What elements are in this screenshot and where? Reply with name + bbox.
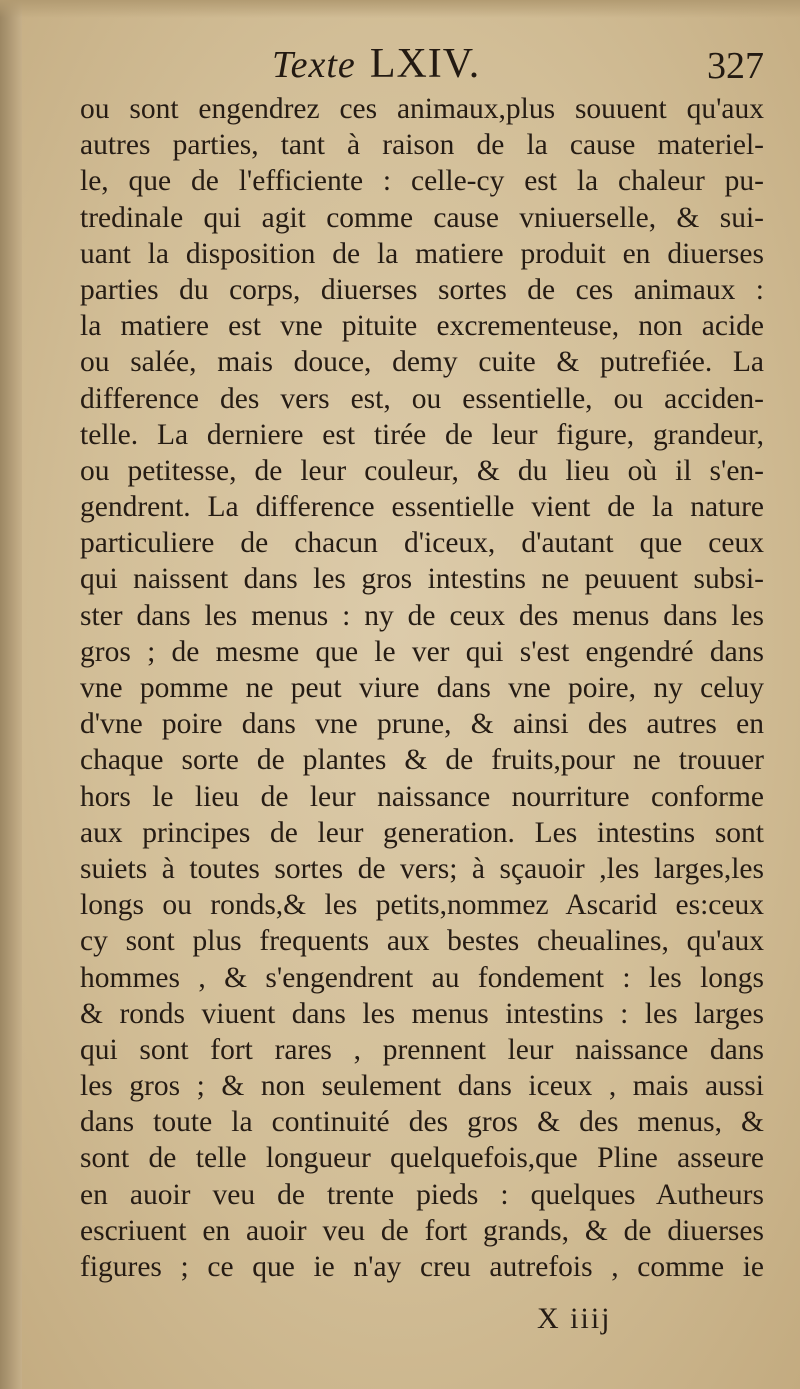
text-line: le, que de l'efficiente : celle-cy est la chaleur pu- (80, 165, 764, 198)
text-line: uant la disposition de la matiere produit en diuerses (80, 237, 764, 270)
page-edge-shadow (0, 0, 22, 1389)
text-line: particuliere de chacun d'iceux, d'autant que ceux (80, 527, 764, 560)
text-line: d'vne poire dans vne prune, & ainsi des autres en (80, 708, 764, 741)
text-line: gendrent. La difference essentielle vient de la nature (80, 491, 764, 524)
running-title-roman: LXIV. (369, 41, 481, 87)
text-line: sont de telle longueur quelquefois,que Pline asseure (80, 1142, 764, 1175)
text-line: cy sont plus frequents aux bestes cheualines, qu'aux (80, 925, 764, 958)
text-line: autres parties, tant à raison de la cause materiel- (80, 129, 764, 162)
text-line: hors le lieu de leur naissance nourriture conforme (80, 780, 764, 813)
text-line: suiets à toutes sortes de vers; à sçauoir ,les larges,les (80, 852, 764, 885)
running-title (272, 40, 480, 88)
text-line: telle. La derniere est tirée de leur figure, grandeur, (80, 418, 764, 451)
page-edge-top-shadow (0, 0, 800, 18)
text-line: ster dans les menus : ny de ceux des menus dans les (80, 599, 764, 632)
text-line: la matiere est vne pituite excrementeuse, non acide (80, 310, 764, 343)
signature-row (0, 1302, 800, 1342)
text-line: gros ; de mesme que le ver qui s'est engendré dans (80, 635, 764, 668)
text-line: escriuent en auoir veu de fort grands, & de diuerses (80, 1214, 764, 1247)
text-line: ou salée, mais douce, demy cuite & putrefiée. La (80, 346, 764, 379)
text-line: figures ; ce que ie n'ay creu autrefois , comme ie (80, 1251, 764, 1283)
text-line: dans toute la continuité des gros & des menus, & (80, 1106, 764, 1139)
text-line: ou sont engendrez ces animaux,plus souuent qu'aux (80, 93, 764, 125)
text-line: en auoir veu de trente pieds : quelques Autheurs (80, 1178, 764, 1211)
text-line: difference des vers est, ou essentielle, ou acciden- (80, 382, 764, 415)
text-line: ou petitesse, de leur couleur, & du lieu où il s'en- (80, 454, 764, 487)
text-line: tredinale qui agit comme cause vniuerselle, & sui- (80, 201, 764, 234)
signature-mark: X iiij (537, 1302, 612, 1335)
text-line: qui naissent dans les gros intestins ne peuuent subsi- (80, 563, 764, 596)
running-header (0, 38, 800, 94)
text-body (80, 91, 764, 1285)
text-line: qui sont fort rares , prennent leur naissance dans (80, 1033, 764, 1066)
page-number: 327 (707, 45, 764, 87)
text-line: les gros ; & non seulement dans iceux , mais aussi (80, 1070, 764, 1103)
text-line: longs ou ronds,& les petits,nommez Ascarid es:ceux (80, 889, 764, 922)
text-line: hommes , & s'engendrent au fondement : les longs (80, 961, 764, 994)
text-line: vne pomme ne peut viure dans vne poire, ny celuy (80, 672, 764, 704)
running-title-italic: Texte (272, 44, 356, 86)
text-line: & ronds viuent dans les menus intestins : les larges (80, 997, 764, 1030)
text-line: parties du corps, diuerses sortes de ces animaux : (80, 273, 764, 306)
text-line: aux principes de leur generation. Les intestins sont (80, 816, 764, 849)
text-line: chaque sorte de plantes & de fruits,pour ne trouuer (80, 744, 764, 777)
